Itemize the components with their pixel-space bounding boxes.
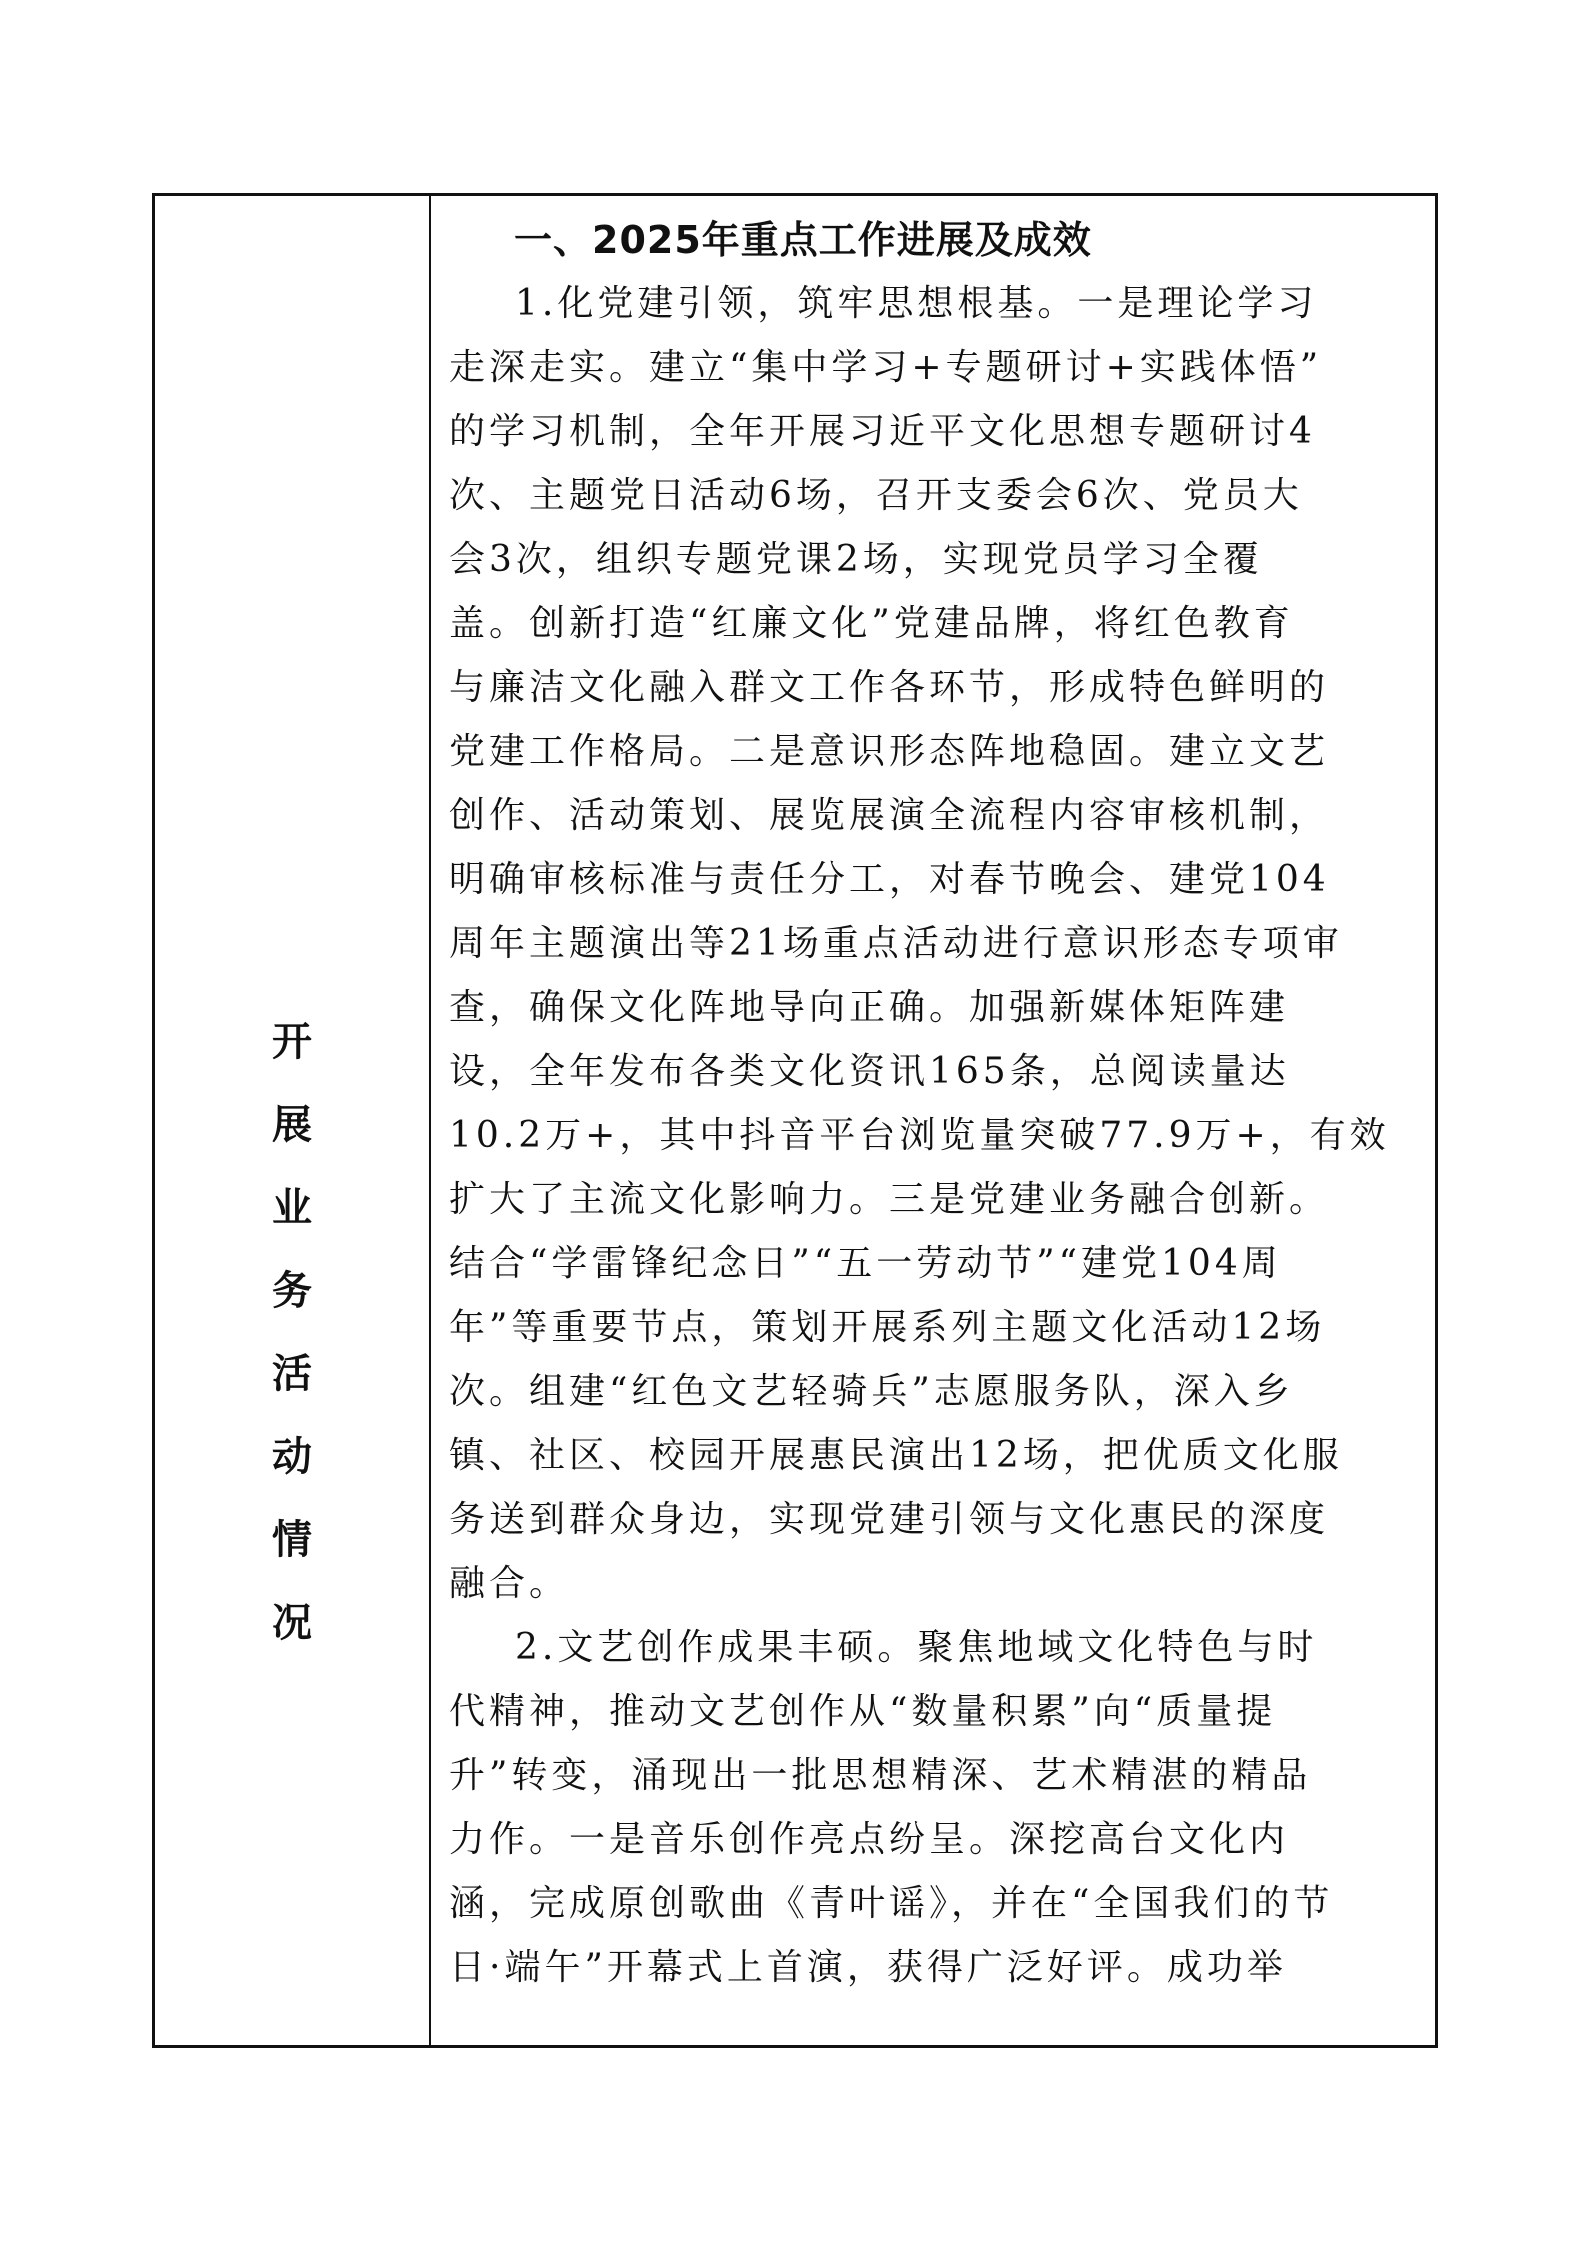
row-label-char: 展 [272,1102,312,1148]
row-label-char: 况 [272,1600,312,1646]
paragraph-line: 10.2万+，其中抖音平台浏览量突破77.9万+，有效 [449,1115,1390,1156]
paragraph-line: 周年主题演出等21场重点活动进行意识形态专项审 [449,923,1343,964]
paragraph-line: 查，确保文化阵地导向正确。加强新媒体矩阵建 [449,987,1290,1028]
paragraph-line: 镇、社区、校园开展惠民演出12场，把优质文化服 [449,1435,1343,1476]
paragraph-line: 年”等重要节点，策划开展系列主题文化活动12场 [449,1307,1326,1348]
paragraph-line: 盖。创新打造“红廉文化”党建品牌，将红色教育 [449,603,1294,644]
paragraph-line: 扩大了主流文化影响力。三是党建业务融合创新。 [449,1179,1330,1220]
paragraph-line: 会3次，组织专题党课2场，实现党员学习全覆 [449,539,1263,580]
row-label-char: 动 [272,1434,312,1480]
paragraph-art-creation [431,1616,1435,2000]
paragraph-line: 与廉洁文化融入群文工作各环节，形成特色鲜明的 [449,667,1330,708]
paragraph-line: 代精神，推动文艺创作从“数量积累”向“质量提 [449,1691,1277,1732]
paragraph-line: 日·端午”开幕式上首演，获得广泛好评。成功举 [449,1947,1287,1988]
paragraph-line: 明确审核标准与责任分工，对春节晚会、建党104 [449,859,1330,900]
paragraph-line: 次、主题党日活动6场，召开支委会6次、党员大 [449,475,1303,516]
paragraph-line: 结合“学雷锋纪念日”“五一劳动节”“建党104周 [449,1243,1282,1284]
paragraph-line: 融合。 [449,1563,570,1604]
row-label [155,1001,429,1665]
row-label-char: 活 [272,1351,312,1397]
paragraph-line: 设，全年发布各类文化资讯165条，总阅读量达 [449,1051,1290,1092]
paragraph-line: 创作、活动策划、展览展演全流程内容审核机制， [449,795,1330,836]
paragraph-line: 1.化党建引领，筑牢思想根基。一是理论学习 [515,283,1318,324]
row-label-char: 开 [272,1019,312,1065]
row-label-cell [155,196,431,2045]
paragraph-line: 的学习机制，全年开展习近平文化思想专题研讨4 [449,411,1316,452]
paragraph-line: 力作。一是音乐创作亮点纷呈。深挖高台文化内 [449,1819,1290,1860]
row-label-char: 业 [272,1185,312,1231]
paragraph-line: 升”转变，涌现出一批思想精深、艺术精湛的精品 [449,1755,1312,1796]
activity-table [152,193,1438,2048]
content-cell [431,196,1435,2045]
paragraph-line: 走深走实。建立“集中学习+专题研讨+实践体悟” [449,347,1323,388]
paragraph-line: 2.文艺创作成果丰硕。聚焦地域文化特色与时 [515,1627,1318,1668]
paragraph-line: 党建工作格局。二是意识形态阵地稳固。建立文艺 [449,731,1330,772]
section-heading: 一、2025年重点工作进展及成效 [514,218,1092,262]
row-label-char: 务 [272,1268,312,1314]
paragraph-line: 涵，完成原创歌曲《青叶谣》，并在“全国我们的节 [449,1883,1334,1924]
paragraph-party-building [431,272,1435,1616]
paragraph-line: 次。组建“红色文艺轻骑兵”志愿服务队，深入乡 [449,1371,1294,1412]
row-label-char: 情 [272,1517,312,1563]
paragraph-line: 务送到群众身边，实现党建引领与文化惠民的深度 [449,1499,1330,1540]
